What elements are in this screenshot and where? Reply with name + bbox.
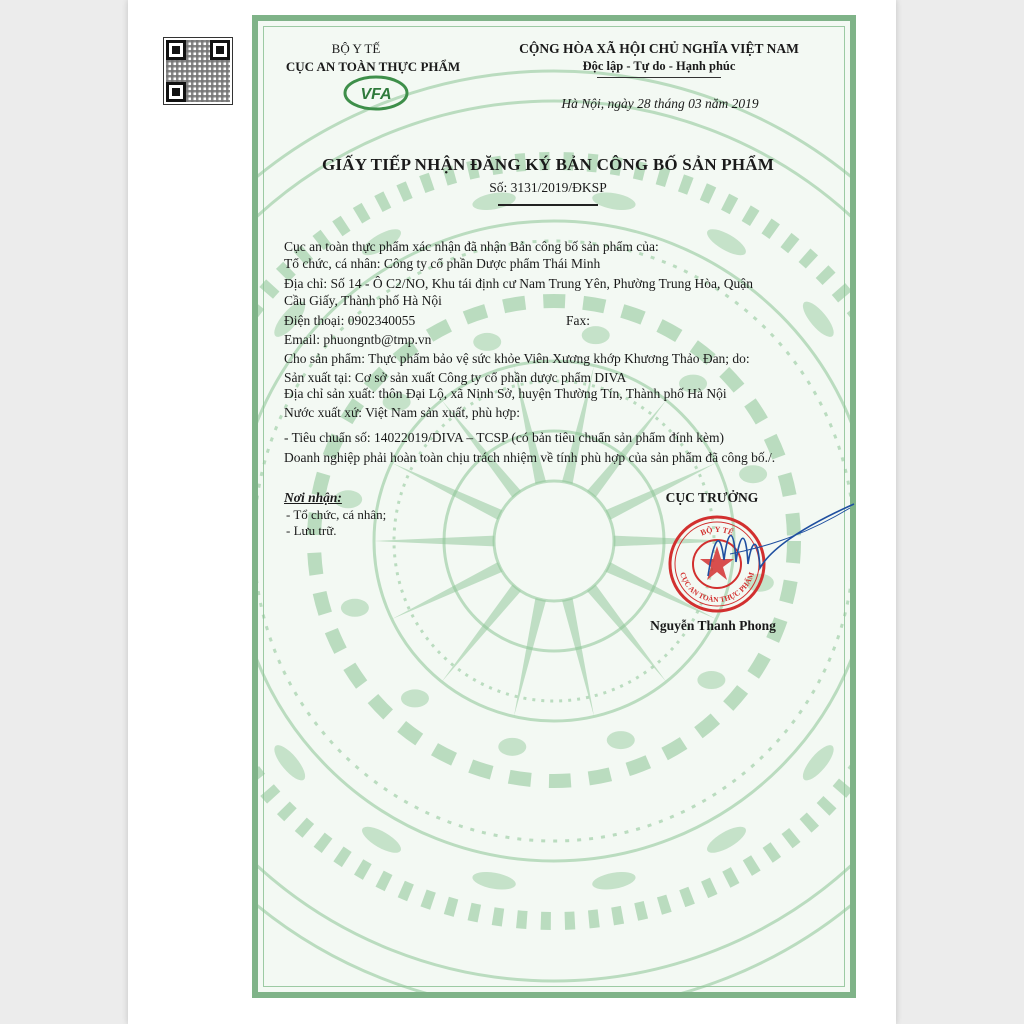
recipient-item: - Tổ chức, cá nhân;: [286, 507, 387, 522]
document-title: GIẤY TIẾP NHẬN ĐĂNG KÝ BẢN CÔNG BỐ SẢN PHẨM: [321, 155, 775, 174]
email-line: Email: phuongntb@tmp.vn: [284, 332, 432, 347]
motto-underline: [597, 77, 721, 78]
national-motto: Độc lập - Tự do - Hạnh phúc: [582, 59, 736, 73]
body-line: Sản xuất tại: Cơ sở sản xuất Công ty cổ phần dược phẩm DIVA: [284, 370, 627, 385]
phone-line: Điện thoại: 0902340055: [284, 313, 416, 328]
body-line: Tổ chức, cá nhân: Công ty cổ phần Dược phẩm Thái Minh: [284, 256, 601, 271]
body-line: Cho sản phẩm: Thực phẩm bảo vệ sức khỏe Viên Xương khớp Khương Thảo Đan; do:: [284, 351, 750, 366]
recipient-item: - Lưu trữ.: [286, 523, 337, 538]
body-line: - Tiêu chuẩn số: 14022019/DIVA – TCSP (có bản tiêu chuẩn sản phẩm đính kèm): [284, 430, 724, 445]
document-number: Số: 3131/2019/ĐKSP: [489, 180, 607, 195]
body-line: Địa chỉ: Số 14 - Ô C2/NO, Khu tái định cư Nam Trung Yên, Phường Trung Hòa, Quận: [284, 276, 754, 291]
stamp-bottom-text: CỤC AN TOÀN THỰC PHẨM: [678, 570, 756, 605]
vfa-logo-text: VFA: [360, 86, 392, 103]
fax-label: Fax:: [566, 313, 591, 328]
place-date: Hà Nội, ngày 28 tháng 03 năm 2019: [561, 96, 759, 111]
body-line: Địa chỉ sản xuất: thôn Đại Lộ, xã Ninh Sở, huyện Thường Tín, Thành phố Hà Nội: [284, 386, 727, 401]
body-line: Nước xuất xứ: Việt Nam sản xuất, phù hợp:: [284, 405, 520, 420]
signatory-title: CỤC TRƯỞNG: [665, 490, 759, 505]
title-underline: [498, 204, 598, 206]
body-line: Doanh nghiệp phải hoàn toàn chịu trách nhiệm về tính phù hợp của sản phẩm đã công bố./.: [284, 450, 776, 465]
ministry-name: BỘ Y TẾ: [331, 41, 381, 56]
body-line: Cục an toàn thực phẩm xác nhận đã nhận Bản công bố sản phẩm của:: [284, 239, 659, 254]
vfa-logo: [342, 74, 410, 112]
agency-name: CỤC AN TOÀN THỰC PHẨM: [285, 59, 461, 74]
qr-code: [163, 37, 233, 105]
recipients-heading: Nơi nhận:: [284, 490, 342, 505]
stamp-top-text: BỘ Y TẾ: [699, 524, 735, 538]
country-name: CỘNG HÒA XÃ HỘI CHỦ NGHĨA VIỆT NAM: [519, 41, 799, 56]
handwritten-signature: [700, 498, 860, 588]
body-line: Cầu Giấy, Thành phố Hà Nội: [284, 293, 442, 308]
signatory-name: Nguyễn Thanh Phong: [650, 618, 776, 633]
